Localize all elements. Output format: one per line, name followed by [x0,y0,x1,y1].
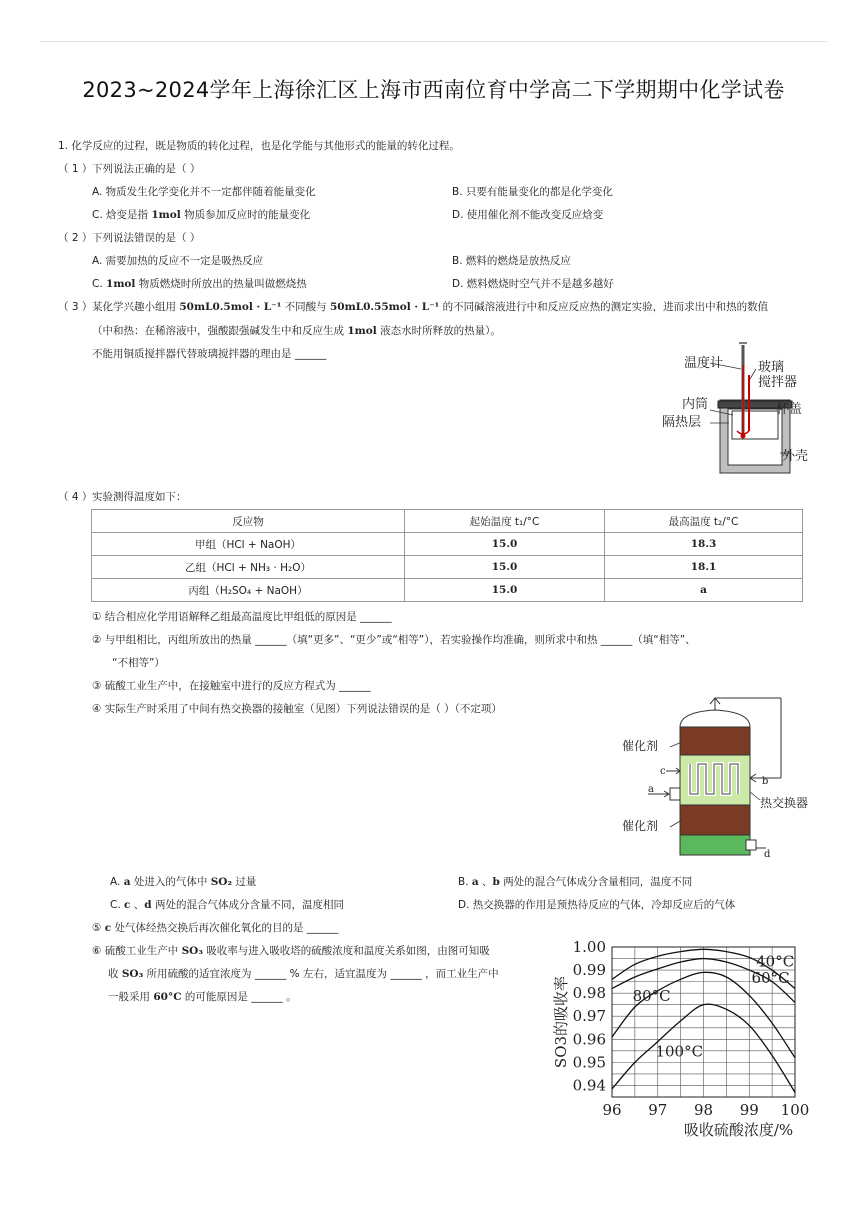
series-label: 100°C [655,1042,704,1061]
part3-line2: （中和热：在稀溶液中，强酸跟强碱发生中和反应生成 1mol 液态水时所释放的热量）。 [92,325,501,337]
y-tick-label: 0.99 [572,961,606,980]
table-header: 起始温度 t₁/°C [405,510,605,533]
part2-stem: 下列说法错误的是（ ） [92,232,201,244]
calorimeter-diagram [640,335,830,480]
x-tick-label: 100 [780,1101,810,1119]
part1-option-c[interactable]: C. 焓变是指 1mol 物质参加反应时的能量变化 [92,209,311,221]
y-axis-title: SO3的吸收率 [552,975,570,1069]
inner-cup [732,411,778,439]
table-header: 最高温度 t₂/°C [605,510,803,533]
label-stirrer-2: 搅拌器 [758,375,798,390]
series-label: 60°C [751,968,790,987]
part1-option-b[interactable]: B. 只要有能量变化的都是化学变化 [452,186,613,198]
table-cell: 18.1 [605,556,803,579]
sub-question-6-line3: 一般采用 60°C 的可能原因是 ______ 。 [108,991,297,1003]
table-cell: a [605,579,803,602]
label-heat-exchanger: 热交换器 [760,796,809,810]
absorption-chart [540,935,840,1150]
table-cell: 乙组（HCl + NH₃ · H₂O） [92,556,405,579]
label-thermometer: 温度计 [684,356,724,371]
question-stem: 1. 化学反应的过程，既是物质的转化过程，也是化学能与其他形式的能量的转化过程。 [58,140,460,152]
y-tick-label: 1.00 [572,938,606,956]
label-port-c: c [660,766,666,777]
label-port-b: b [762,776,769,787]
table-row [92,579,803,602]
sub-question-2-cont: “不相等”） [112,657,165,669]
y-tick-label: 0.95 [572,1053,606,1072]
table-cell: 18.3 [605,533,803,556]
series-label: 80°C [632,987,671,1006]
y-tick-label: 0.97 [572,1007,606,1026]
label-port-d: d [764,849,771,860]
label-port-a: a [648,784,654,795]
series-label: 40°C [756,952,795,971]
label-lid: 杯盖 [776,402,803,417]
table-cell: 甲组（HCl + NaOH） [92,533,405,556]
part4-option-a[interactable]: A. a 处进入的气体中 SO₂ 过量 [110,876,257,888]
table-cell: 15.0 [405,533,605,556]
part2-option-d[interactable]: D. 燃料燃烧时空气并不是越多越好 [452,278,614,290]
x-tick-label: 98 [693,1101,714,1119]
part4-option-c[interactable]: C. c 、d 两处的混合气体成分含量不同，温度相同 [110,899,344,911]
y-tick-label: 0.96 [572,1030,606,1049]
label-catalyst-upper: 催化剂 [622,739,659,753]
x-tick-label: 97 [648,1101,668,1119]
table-header: 反应物 [92,510,405,533]
part2-option-c[interactable]: C. 1mol 物质燃烧时所放出的热量叫做燃烧热 [92,278,307,290]
part3-line1: 某化学兴趣小组用 50mL0.5mol · L⁻¹ 不同酸与 50mL0.55mol · L⁻¹ 的不同碱溶液进行中和反应反应热的测定实验，进而求出中和热的数值 [92,301,769,313]
table-row [92,533,803,556]
sub-question-6-line1: ⑥ 硫酸工业生产中 SO₃ 吸收率与进入吸收塔的硫酸浓度和温度关系如图，由图可知吸 [92,945,490,957]
page-title: 2023~2024学年上海徐汇区上海市西南位育中学高二下学期期中化学试卷 [82,78,785,102]
sub-question-4: ④ 实际生产时采用了中间有热交换器的接触室（见图）下列说法错误的是（ ）（不定项） [92,703,502,715]
part2-option-a[interactable]: A. 需要加热的反应不一定是吸热反应 [92,255,264,267]
top-divider [40,41,827,42]
table-cell: 15.0 [405,579,605,602]
label-catalyst-lower: 催化剂 [622,819,659,833]
label-shell: 外壳 [782,449,809,464]
part3-line3: 不能用铜质搅拌器代替玻璃搅拌器的理由是 ______ [92,348,327,360]
part4-option-d[interactable]: D. 热交换器的作用是预热待反应的气体，冷却反应后的气体 [458,899,736,911]
x-tick-label: 96 [602,1101,622,1119]
contact-chamber-diagram [618,692,818,867]
part4-stem: 实验测得温度如下： [92,491,187,503]
sub-question-1: ① 结合相应化学用语解释乙组最高温度比甲组低的原因是 ______ [92,611,392,623]
part4-label: （ 4 ） [58,491,93,503]
part2-label: （ 2 ） [58,232,93,244]
part1-label: （ 1 ） [58,163,93,175]
part2-option-b[interactable]: B. 燃料的燃烧是放热反应 [452,255,571,267]
table-cell: 15.0 [405,556,605,579]
table-cell: 丙组（H₂SO₄ + NaOH） [92,579,405,602]
x-tick-label: 99 [739,1101,759,1119]
sub-question-2: ② 与甲组相比，丙组所放出的热量 ______（填“更多”、“更少”或“相等”），若实验操作均准确，则所求中和热 ______（填“相等”、 [92,634,696,646]
y-tick-label: 0.94 [572,1076,606,1095]
sub-question-6-line2: 收 SO₃ 所用硫酸的适宜浓度为 ______ % 左右，适宜温度为 ______ ，而工业生产中 [108,968,499,980]
part4-option-b[interactable]: B. a 、b 两处的混合气体成分含量相同，温度不同 [458,876,693,888]
part3-label: （ 3 ） [58,301,93,313]
sub-question-3: ③ 硫酸工业生产中，在接触室中进行的反应方程式为 ______ [92,680,371,692]
part1-stem: 下列说法正确的是（ ） [92,163,201,175]
label-insulation: 隔热层 [662,415,702,430]
x-axis-title: 吸收硫酸浓度/% [683,1121,794,1139]
temperature-table [91,509,803,602]
sub-question-5: ⑤ c 处气体经热交换后再次催化氧化的目的是 ______ [92,922,339,934]
label-stirrer-1: 玻璃 [758,360,785,375]
part1-option-d[interactable]: D. 使用催化剂不能改变反应焓变 [452,209,604,221]
catalyst-bed-lower [680,805,750,835]
label-inner-cup: 内筒 [682,397,709,412]
catalyst-bed-upper [680,727,750,755]
part1-option-a[interactable]: A. 物质发生化学变化并不一定都伴随着能量变化 [92,186,316,198]
table-row [92,556,803,579]
table-header-row [92,510,803,533]
y-tick-label: 0.98 [572,984,606,1003]
